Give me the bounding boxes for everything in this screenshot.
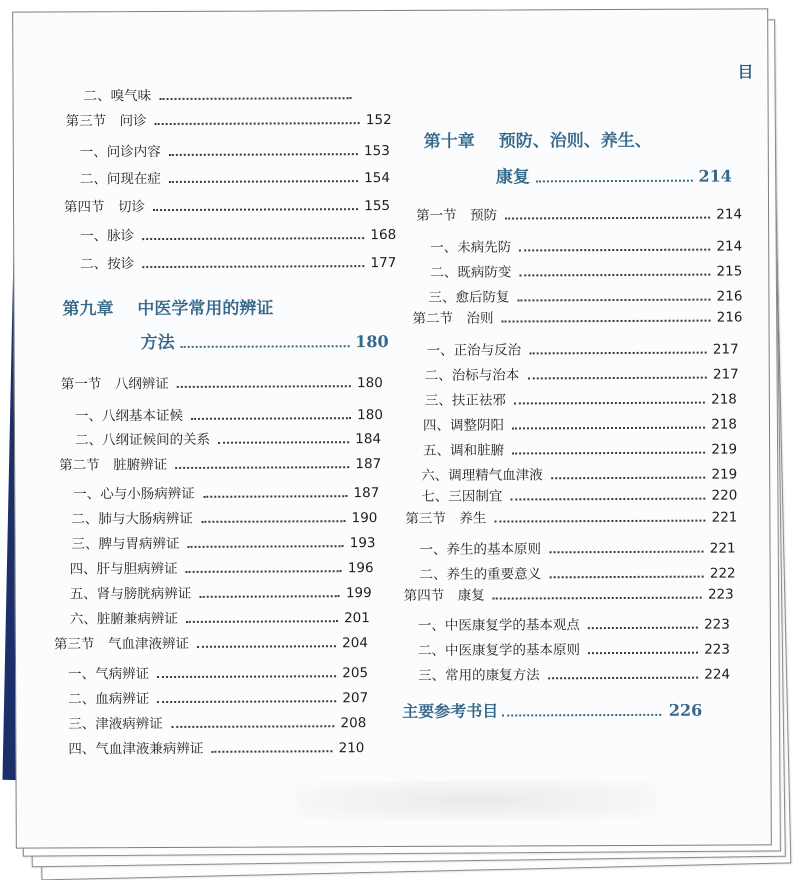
entry-label: 一、未病先防 [430, 239, 512, 256]
entry-page: 193 [349, 535, 376, 552]
entry-label: 二、养生的重要意义 [419, 566, 542, 583]
toc-entry[interactable] [418, 638, 730, 659]
entry-label: 二、按诊 [80, 256, 135, 273]
entry-page: 196 [347, 560, 374, 577]
entry-label: 第三节 养生 [405, 510, 487, 527]
leader-dots [199, 595, 340, 598]
entry-label: 一、养生的基本原则 [419, 541, 542, 558]
entry-label: 一、中医康复学的基本观点 [417, 617, 580, 634]
leader-dots [197, 645, 336, 648]
entry-page: 208 [340, 715, 367, 732]
entry-label: 二、中医康复学的基本原则 [417, 642, 581, 659]
leader-dots [177, 385, 351, 388]
toc-entry[interactable] [430, 259, 742, 280]
entry-label: 五、肾与膀胱病辨证 [69, 585, 192, 603]
toc-entry[interactable] [66, 108, 392, 129]
toc-entry[interactable] [80, 166, 390, 187]
leader-dots [181, 345, 350, 348]
toc-entry[interactable] [423, 437, 737, 458]
toc-entry[interactable] [68, 736, 364, 757]
entry-page: 177 [370, 254, 397, 272]
entry-label: 二、治标与治本 [424, 367, 520, 384]
toc-entry[interactable] [70, 556, 374, 577]
entry-label: 一、气病辨证 [68, 666, 150, 683]
chapter-page: 214 [698, 166, 732, 186]
entry-label: 一、问诊内容 [79, 144, 161, 161]
entry-label: 二、既病防变 [430, 264, 512, 281]
toc-entry[interactable] [428, 284, 742, 305]
leader-dots [588, 652, 698, 654]
entry-label: 一、八纲基本证候 [74, 407, 183, 425]
references-label: 主要参考书目 [402, 701, 499, 721]
entry-label: 四、肝与胆病辨证 [69, 560, 178, 578]
entry-label: 二、肺与大肠病辨证 [71, 510, 193, 528]
leader-dots [191, 417, 351, 420]
chapter-title: 预防、治则、养生、 [498, 130, 652, 152]
entry-label: 第四节 切诊 [63, 199, 146, 216]
leader-dots [159, 97, 352, 100]
leader-dots [494, 520, 705, 523]
leader-dots [142, 237, 364, 240]
toc-entry[interactable] [404, 583, 734, 604]
entry-page: 223 [704, 616, 730, 633]
entry-page: 190 [351, 510, 378, 527]
leader-dots [551, 477, 706, 480]
leader-dots [512, 427, 705, 430]
toc-entry[interactable] [416, 202, 742, 223]
entry-page: 210 [338, 740, 365, 757]
toc-entry[interactable] [419, 537, 735, 558]
chapter-heading[interactable] [424, 126, 652, 152]
leader-dots [211, 750, 332, 753]
entry-label: 五、调和脏腑 [423, 442, 505, 459]
toc-entry[interactable] [70, 606, 370, 627]
entry-page: 199 [345, 585, 372, 602]
toc-entry[interactable] [75, 427, 381, 448]
leader-dots [519, 249, 710, 252]
leader-dots [493, 597, 702, 600]
leader-dots [512, 452, 705, 455]
entry-page: 218 [711, 391, 737, 408]
leader-dots [157, 700, 336, 703]
leader-dots [169, 153, 358, 156]
entry-page: 218 [711, 416, 738, 433]
toc-entry[interactable] [68, 686, 368, 707]
leader-dots [169, 180, 358, 183]
entry-page: 216 [716, 288, 743, 305]
toc-entry[interactable] [83, 83, 383, 104]
references-entry[interactable] [402, 698, 702, 722]
entry-label: 第二节 治则 [412, 310, 494, 327]
entry-label: 第四节 康复 [403, 587, 485, 604]
entry-label: 七、三因制宜 [421, 488, 503, 505]
entry-label: 第一节 预防 [416, 207, 498, 224]
chapter-page: 180 [355, 332, 389, 352]
leader-dots [548, 677, 699, 680]
entry-label: 三、扶正祛邪 [424, 392, 506, 409]
entry-page: 219 [711, 466, 738, 483]
entry-page: 180 [356, 375, 383, 392]
entry-page: 215 [716, 263, 743, 280]
chapter-number: 第九章 [62, 299, 114, 320]
chapter-title: 中医学常用的辨证 [137, 298, 274, 320]
entry-label: 一、正治与反治 [426, 342, 522, 359]
entry-page: 216 [716, 309, 743, 326]
toc-entry[interactable] [405, 505, 737, 526]
print-smudge [297, 780, 657, 822]
entry-page: 207 [342, 690, 369, 707]
toc-entry[interactable] [80, 223, 396, 244]
entry-page: 201 [344, 610, 370, 627]
leader-dots [549, 551, 704, 554]
entry-label: 三、脾与胃病辨证 [71, 535, 180, 553]
chapter-heading[interactable] [62, 294, 273, 320]
entry-page: 221 [711, 509, 738, 526]
toc-entry[interactable] [427, 337, 739, 358]
entry-page: 184 [355, 431, 382, 448]
leader-dots [536, 180, 693, 183]
leader-dots [186, 570, 342, 573]
leader-dots [157, 675, 336, 678]
entry-label: 三、愈后防复 [428, 289, 510, 306]
entry-label: 三、津液病辨证 [68, 716, 163, 733]
leader-dots [175, 466, 349, 469]
toc-entry[interactable] [418, 663, 730, 684]
entry-label: 六、调理精气血津液 [421, 467, 543, 484]
leader-dots [142, 265, 364, 268]
entry-page: 223 [704, 641, 731, 658]
toc-entry[interactable] [430, 234, 742, 255]
toc-entry[interactable] [71, 531, 375, 552]
toc-entry[interactable] [418, 613, 730, 634]
leader-dots [514, 402, 705, 405]
leader-dots [502, 320, 711, 323]
leader-dots [218, 441, 349, 444]
entry-page: 224 [704, 666, 731, 683]
leader-dots [203, 495, 348, 498]
leader-dots [505, 217, 710, 220]
entry-page: 204 [342, 635, 368, 652]
toc-entry[interactable] [68, 661, 368, 682]
toc-entry[interactable] [73, 481, 379, 502]
toc-entry[interactable] [54, 631, 368, 652]
entry-page: 214 [716, 206, 743, 223]
entry-label: 第二节 脏腑辨证 [59, 456, 168, 474]
toc-entry[interactable] [421, 483, 737, 504]
toc-entry[interactable] [68, 711, 366, 732]
entry-label: 第一节 八纲辨证 [60, 375, 169, 393]
entry-page: 187 [353, 485, 380, 502]
leader-dots [153, 208, 358, 211]
entry-label: 一、脉诊 [80, 228, 135, 245]
entry-label: 二、血病辨证 [68, 691, 150, 708]
toc-entry[interactable] [71, 506, 377, 527]
entry-label: 二、问现在症 [79, 171, 161, 188]
entry-label: 三、常用的康复方法 [418, 667, 540, 684]
entry-label: 二、嗅气味 [83, 88, 152, 105]
leader-dots [155, 122, 360, 125]
chapter-title: 方法 [140, 332, 175, 354]
toc-entry[interactable] [70, 581, 372, 602]
entry-page: 187 [355, 456, 382, 473]
entry-label: 四、气血津液兼病辨证 [68, 740, 204, 758]
entry-page: 223 [707, 586, 734, 603]
entry-page: 217 [712, 366, 739, 383]
entry-page: 219 [711, 441, 738, 458]
chapter-title: 康复 [495, 167, 530, 188]
entry-label: 第三节 气血津液辨证 [53, 635, 189, 653]
toc-entry[interactable] [425, 387, 737, 408]
entry-label: 四、调整阴阳 [422, 417, 505, 434]
toc-entry[interactable] [64, 194, 390, 215]
entry-page: 154 [364, 170, 390, 187]
entry-page: 217 [712, 341, 739, 358]
entry-page: 168 [370, 226, 397, 244]
leader-dots [549, 576, 704, 579]
toc-entry[interactable] [80, 139, 390, 160]
toc-entry[interactable] [75, 403, 383, 424]
references-page: 226 [668, 700, 703, 720]
toc-entry[interactable] [80, 251, 396, 272]
leader-dots [527, 377, 707, 380]
entry-label: 第三节 问诊 [65, 113, 147, 130]
chapter-number: 第十章 [423, 131, 475, 152]
entry-label: 一、心与小肠病辨证 [73, 485, 195, 503]
entry-page: 155 [364, 198, 391, 215]
toc-entry[interactable] [61, 371, 383, 392]
entry-page: 180 [357, 407, 383, 424]
leader-dots [529, 352, 707, 355]
entry-label: 六、脏腑兼病辨证 [69, 610, 178, 628]
toc-entry[interactable] [421, 462, 737, 483]
leader-dots [517, 299, 710, 302]
toc-entry[interactable] [59, 452, 381, 473]
leader-dots [519, 274, 710, 277]
toc-page [12, 8, 772, 848]
entry-page: 205 [342, 665, 369, 682]
page-header: 目 [737, 62, 754, 82]
leader-dots [186, 620, 338, 623]
entry-label: 二、八纲证候间的关系 [75, 431, 211, 449]
entry-page: 152 [365, 111, 392, 129]
entry-page: 222 [709, 565, 736, 582]
entry-page: 221 [709, 540, 736, 557]
toc-entry[interactable] [425, 362, 739, 383]
leader-dots [510, 498, 705, 501]
leader-dots [502, 714, 661, 717]
leader-dots [188, 545, 344, 548]
toc-entry[interactable] [423, 412, 737, 433]
entry-page: 220 [711, 487, 738, 504]
leader-dots [171, 725, 335, 728]
entry-page: 214 [716, 238, 743, 255]
toc-entry[interactable] [412, 305, 742, 326]
leader-dots [201, 520, 346, 523]
entry-page: 153 [363, 143, 390, 160]
toc-entry[interactable] [420, 562, 736, 583]
leader-dots [588, 627, 698, 629]
